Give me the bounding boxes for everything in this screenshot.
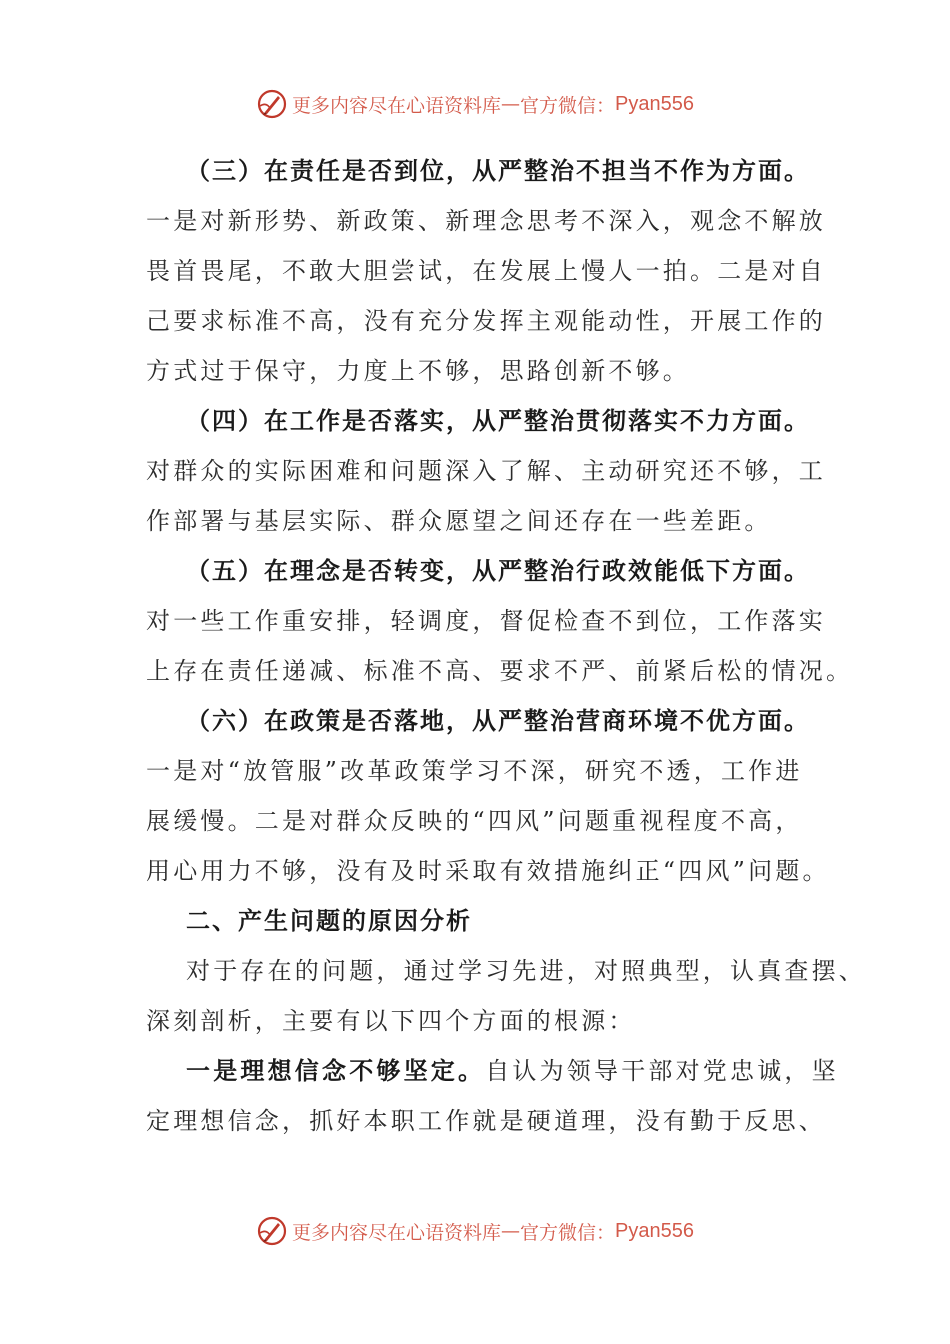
body-line: 展缓慢。二是对群众反映的“四风”问题重视程度不高， bbox=[146, 807, 803, 835]
point-one-first-line bbox=[146, 1046, 839, 1096]
banner-wechat-label: 官方微信： bbox=[520, 1221, 616, 1244]
banner-wechat-id: Pyan556 bbox=[615, 1219, 694, 1242]
document-body bbox=[146, 146, 866, 1146]
banner-wechat-id: Pyan556 bbox=[615, 92, 694, 115]
section-4 bbox=[146, 396, 826, 546]
banner-wechat-label: 官方微信： bbox=[520, 94, 616, 117]
body-line: 对群众的实际困难和问题深入了解、主动研究还不够，工 bbox=[146, 457, 826, 485]
body-line: 上存在责任递减、标准不高、要求不严、前紧后松的情况。 bbox=[146, 657, 854, 685]
section-body bbox=[146, 446, 826, 546]
section-heading: （五）在理念是否转变，从严整治行政效能低下方面。 bbox=[186, 556, 810, 585]
body-line: 畏首畏尾，不敢大胆尝试，在发展上慢人一拍。二是对自 bbox=[146, 257, 826, 285]
body-line: 己要求标准不高，没有充分发挥主观能动性，开展工作的 bbox=[146, 307, 826, 335]
body-line: 用心用力不够，没有及时采取有效措施纠正“四风”问题。 bbox=[146, 857, 830, 885]
section-heading: （六）在政策是否落地，从严整治营商环境不优方面。 bbox=[186, 706, 810, 735]
banner-separator: — bbox=[501, 93, 521, 115]
section-body bbox=[146, 746, 830, 896]
point-one-rest: 自认为领导干部对党忠诚，坚 bbox=[485, 1057, 839, 1085]
body-line: 深刻剖析，主要有以下四个方面的根源： bbox=[146, 1007, 636, 1035]
point-one-lead: 一是理想信念不够坚定。 bbox=[186, 1056, 486, 1085]
body-line: 方式过于保守，力度上不够，思路创新不够。 bbox=[146, 357, 690, 385]
banner-text: 更多内容尽在心语资料库 bbox=[292, 94, 502, 117]
section-body bbox=[146, 196, 826, 396]
footer-banner bbox=[0, 1211, 950, 1251]
body-line: 一是对新形势、新政策、新理念思考不深入，观念不解放 bbox=[146, 207, 826, 235]
body-line: 对一些工作重安排，轻调度，督促检查不到位，工作落实 bbox=[146, 607, 826, 635]
body-line: 定理想信念，抓好本职工作就是硬道理，没有勤于反思、 bbox=[146, 1107, 826, 1135]
section-two-heading: 二、产生问题的原因分析 bbox=[186, 906, 472, 935]
header-banner bbox=[0, 84, 950, 124]
section-two-intro bbox=[146, 946, 866, 1046]
section-6 bbox=[146, 696, 830, 896]
section-body bbox=[146, 596, 854, 696]
section-5 bbox=[146, 546, 854, 696]
body-line: 一是对“放管服”改革政策学习不深，研究不透，工作进 bbox=[146, 757, 803, 785]
quill-pen-logo-icon bbox=[256, 1215, 288, 1247]
quill-pen-logo-icon bbox=[256, 88, 288, 120]
body-line: 对于存在的问题，通过学习先进，对照典型，认真查摆、 bbox=[186, 957, 866, 985]
banner-text: 更多内容尽在心语资料库 bbox=[292, 1221, 502, 1244]
section-3 bbox=[146, 146, 826, 396]
body-line: 作部署与基层实际、群众愿望之间还存在一些差距。 bbox=[146, 507, 772, 535]
section-heading: （三）在责任是否到位，从严整治不担当不作为方面。 bbox=[186, 156, 810, 185]
banner-separator: — bbox=[501, 1220, 521, 1242]
point-one-paragraph bbox=[146, 1046, 839, 1146]
section-cause-analysis bbox=[146, 896, 866, 1146]
section-heading: （四）在工作是否落实，从严整治贯彻落实不力方面。 bbox=[186, 406, 810, 435]
